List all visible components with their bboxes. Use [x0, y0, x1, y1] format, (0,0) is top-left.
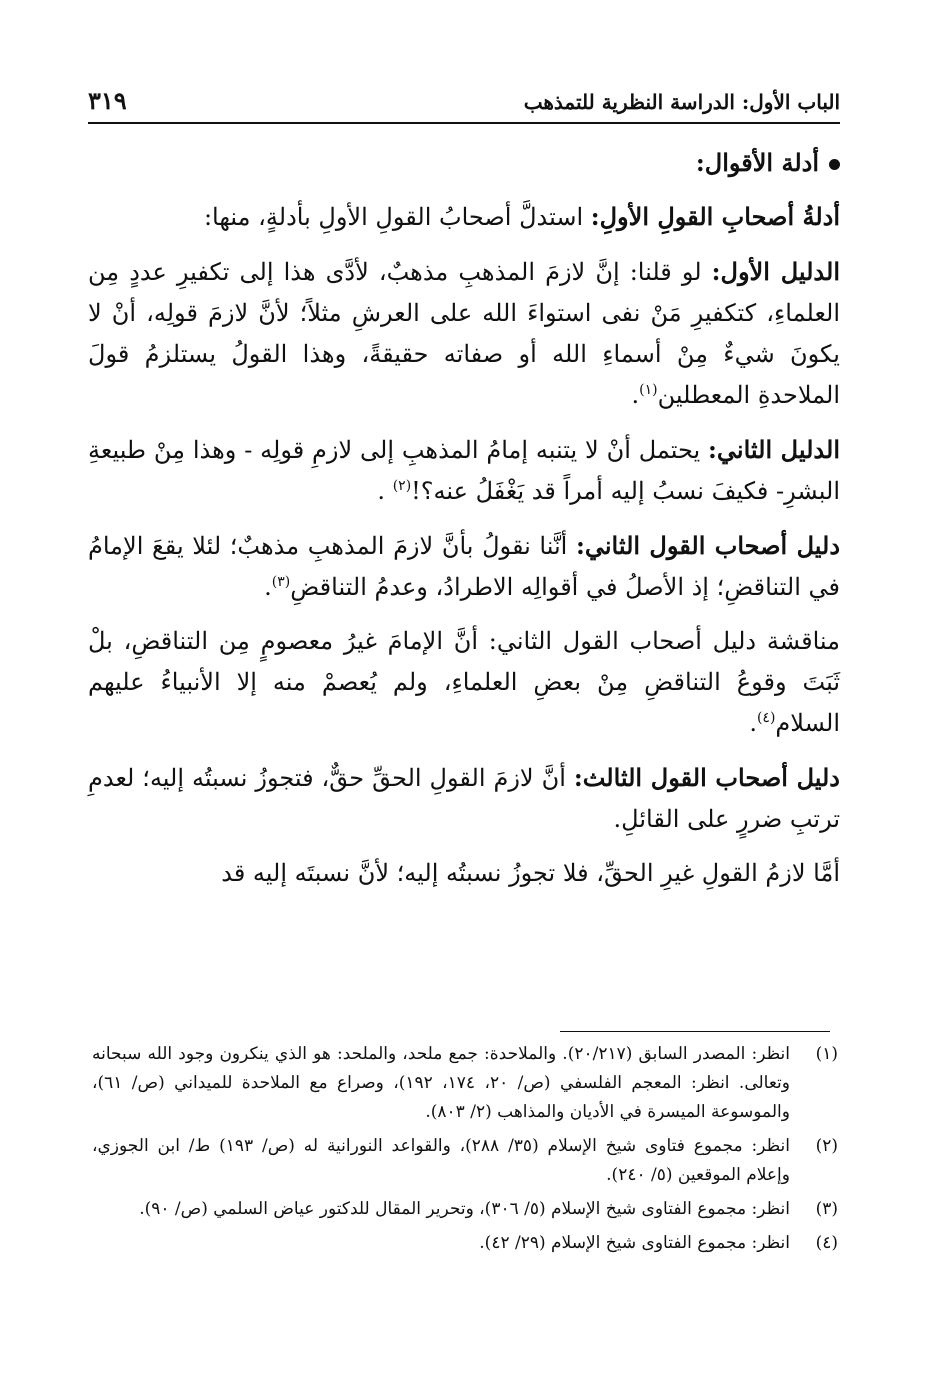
paragraph-text: يحتمل أنْ لا يتنبه إمامُ المذهبِ إلى لازمِ قولِه - وهذا مِنْ طبيعةِ البشرِ- فكيفَ نسبُ إليه أمراً قد يَغْفَلُ عنه؟!	[88, 436, 840, 505]
paragraph-lead: الدليل الأول:	[711, 257, 840, 286]
footnote-ref[interactable]: (٣)	[271, 574, 291, 590]
footnote	[92, 1229, 838, 1258]
main-text	[88, 142, 840, 894]
chapter-title: الباب الأول: الدراسة النظرية للتمذهب	[523, 90, 840, 114]
footnote-text: انظر: مجموع فتاوى شيخ الإسلام (٣٥/ ٢٨٨)، والقواعد النورانية له (ص/ ١٩٣) ط/ ابن الجوزي، وإعلام الموقعين (٥/ ٢٤٠).	[92, 1136, 790, 1185]
footnote-ref[interactable]: (١)	[639, 382, 658, 398]
paragraph-discussion	[88, 621, 840, 744]
footnote	[92, 1040, 838, 1127]
paragraph-first-view-evidence	[88, 196, 840, 238]
paragraph-end: .	[631, 381, 640, 409]
footnotes	[92, 1040, 838, 1263]
paragraph-text: مناقشة دليل أصحاب القول الثاني: أنَّ الإمامَ غيرُ معصومٍ مِن التناقضِ، بلْ ثَبَتَ وقوعُ التناقضِ مِنْ بعضِ العلماءِ، ولم يُعصمْ منه إلا الأنبياءُ عليهم السلام	[88, 627, 840, 737]
paragraph-second-evidence	[88, 429, 840, 512]
footnote-number: (٢)	[815, 1136, 838, 1156]
footnote-divider	[560, 1031, 830, 1032]
section-heading	[88, 142, 840, 183]
paragraph-text: أنَّنا نقولُ بأنَّ لازمَ المذهبِ مذهبٌ؛ لئلا يقعَ الإمامُ في التناقضِ؛ إذ الأصلُ في أقوالِه الاطرادُ، وعدمُ التناقضِ	[88, 532, 840, 601]
bullet-icon	[829, 159, 840, 170]
paragraph-third-view-evidence	[88, 757, 840, 840]
footnote-ref[interactable]: (٤)	[756, 710, 776, 726]
paragraph-lead: دليل أصحاب القول الثالث:	[573, 763, 840, 792]
paragraph-continuation	[88, 853, 840, 894]
footnote-ref[interactable]: (٢)	[392, 478, 412, 494]
footnote	[92, 1132, 838, 1190]
footnote-text: انظر: المصدر السابق (٢٠/٢١٧). والملاحدة: جمع ملحد، والملحد: هو الذي ينكرون وجود الله سبحانه وتعالى. انظر: المعجم الفلسفي (ص/ ٢٠، ١٧٤، ١٩٢)، وصراع مع الملاحدة للميداني (ص/ ٦١)، والموسوعة الميسرة في الأديان والمذاهب (٢/ ٨٠٣).	[92, 1044, 790, 1122]
paragraph-end: .	[264, 573, 272, 601]
footnote-number: (١)	[815, 1044, 838, 1064]
paragraph-text: لو قلنا: إنَّ لازمَ المذهبِ مذهبٌ، لأدَّى هذا إلى تكفيرِ عددٍ مِن العلماءِ، كتكفيرِ مَنْ نفى استواءَ الله على العرشِ مثلاً؛ لأنَّ لازمَ قولِه، أنْ لا يكونَ شيءٌ مِنْ أسماءِ الله أو صفاته حقيقةً، وهذا القولُ يستلزمُ قولَ الملاحدةِ المعطلين	[88, 258, 840, 409]
paragraph-lead: الدليل الثاني:	[708, 435, 840, 464]
paragraph-text: استدلَّ أصحابُ القولِ الأولِ بأدلةٍ، منها:	[203, 203, 591, 231]
footnote-text: انظر: مجموع الفتاوى شيخ الإسلام (٢٩/ ٤٢).	[479, 1233, 790, 1253]
footnote-text: انظر: مجموع الفتاوى شيخ الإسلام (٥/ ٣٠٦)، وتحرير المقال للدكتور عياض السلمي (ص/ ٩٠).	[139, 1199, 790, 1219]
paragraph-lead: دليل أصحاب القول الثاني:	[575, 531, 841, 560]
page-number: ٣١٩	[88, 86, 127, 115]
paragraph-end: .	[749, 709, 757, 737]
footnote-number: (٣)	[815, 1199, 838, 1219]
footnote-number: (٤)	[815, 1233, 838, 1253]
paragraph-text: أمَّا لازمُ القولِ غيرِ الحقِّ، فلا تجوزُ نسبتُه إليه؛ لأنَّ نسبتَه إليه قد	[221, 859, 840, 887]
paragraph-first-evidence	[88, 251, 840, 416]
paragraph-second-view-evidence	[88, 525, 840, 608]
paragraph-lead: أدلةُ أصحابِ القولِ الأولِ:	[590, 202, 840, 231]
running-header	[88, 82, 840, 124]
section-heading-text: أدلة الأقوال:	[695, 148, 819, 177]
footnote	[92, 1195, 838, 1224]
paragraph-text: أنَّ لازمَ القولِ الحقِّ حقٌّ، فتجوزُ نسبتُه إليه؛ لعدمِ ترتبِ ضررٍ على القائلِ.	[88, 764, 840, 833]
paragraph-end: .	[377, 477, 393, 505]
